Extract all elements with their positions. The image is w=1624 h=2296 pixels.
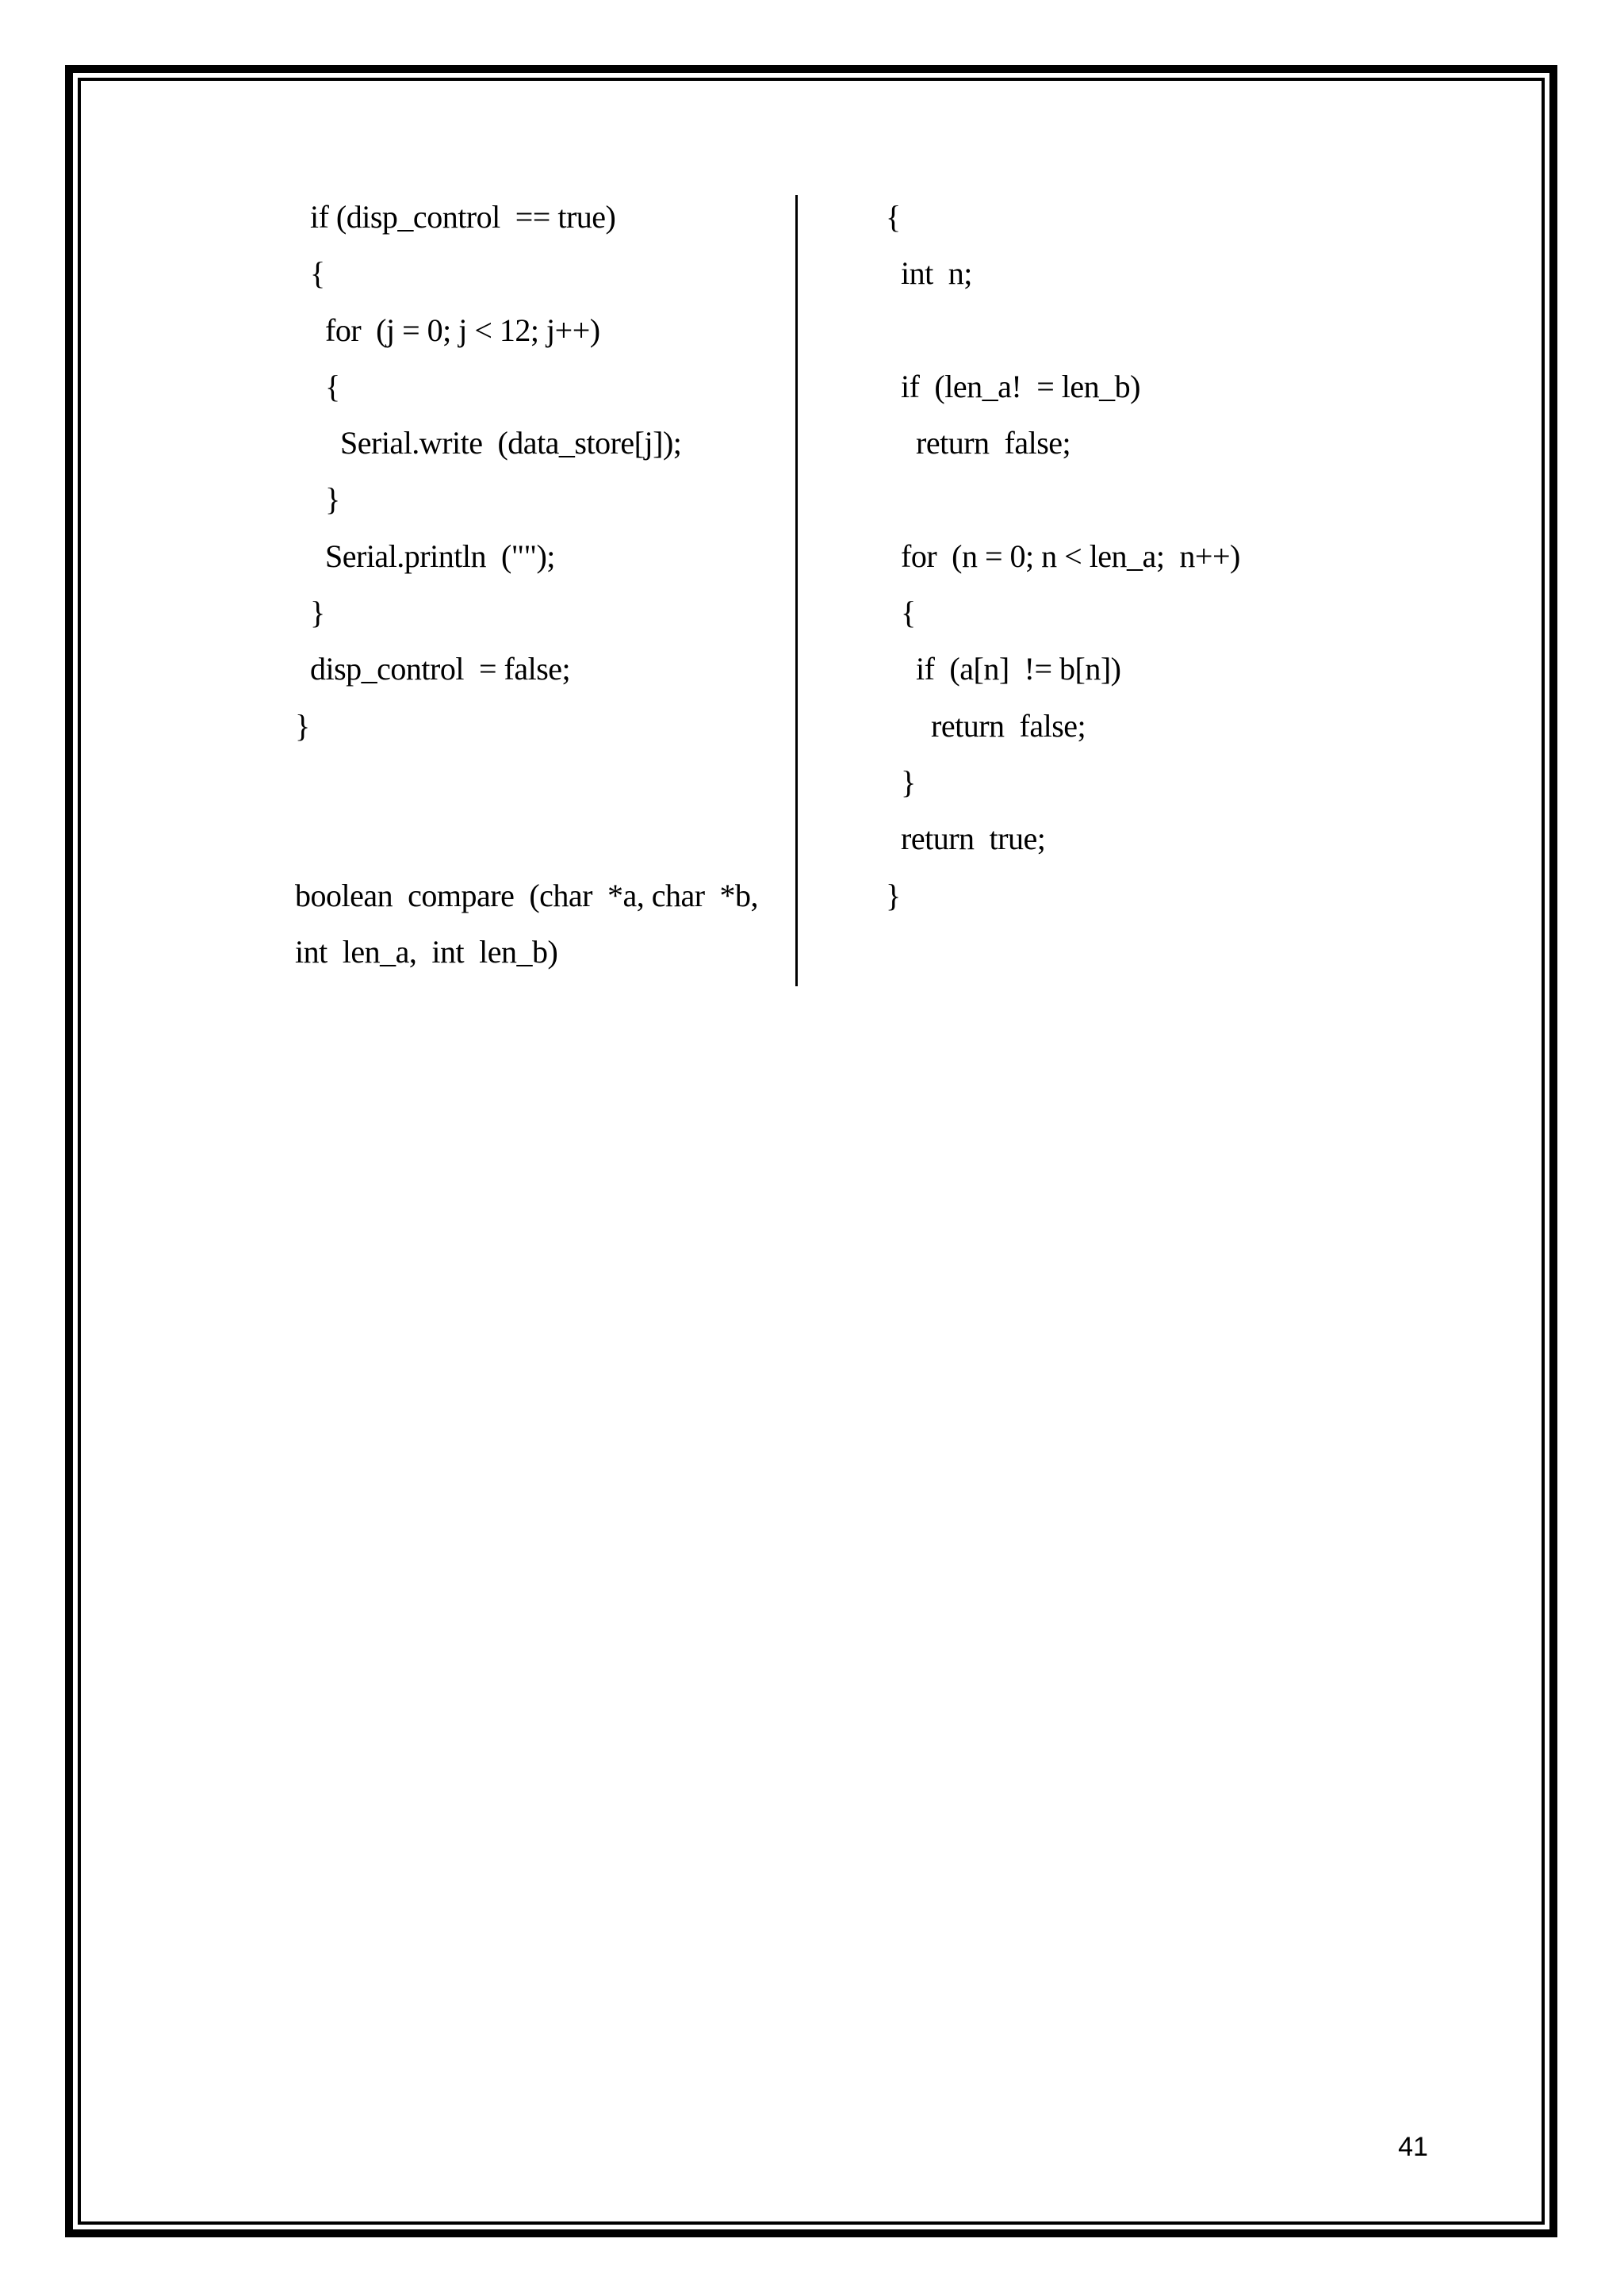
code-line: for (n = 0; n < len_a; n++) [886, 538, 1240, 574]
code-line: Serial.println (""); [295, 538, 555, 574]
code-line: return true; [886, 821, 1046, 857]
code-line: } [295, 481, 340, 518]
code-line: if (len_a! = len_b) [886, 368, 1140, 404]
code-line: if (disp_control == true) [295, 199, 616, 235]
code-line [295, 810, 771, 867]
code-line: } [886, 763, 916, 800]
column-divider [795, 195, 798, 986]
code-column-right [886, 189, 1362, 924]
page-number: 41 [1398, 2132, 1428, 2162]
code-line [886, 471, 1362, 527]
code-line: { [886, 199, 901, 235]
code-line: int len_a, int len_b) [295, 933, 558, 970]
code-line: boolean compare (char *a, char *b, [295, 877, 759, 913]
code-line: return false; [886, 707, 1086, 744]
code-line: int n; [886, 255, 972, 292]
code-line: Serial.write (data_store[j]); [295, 425, 682, 461]
code-line: } [295, 595, 325, 631]
code-line: } [295, 707, 310, 744]
code-line: if (a[n] != b[n]) [886, 651, 1121, 687]
code-line: return false; [886, 425, 1071, 461]
code-line: } [886, 877, 901, 913]
code-line [295, 754, 771, 810]
code-line: { [886, 595, 916, 631]
code-line: { [295, 255, 325, 292]
code-line [886, 302, 1362, 358]
code-line: for (j = 0; j < 12; j++) [295, 312, 600, 348]
code-line: { [295, 368, 340, 404]
code-column-left [295, 189, 771, 980]
code-line: disp_control = false; [295, 651, 571, 687]
